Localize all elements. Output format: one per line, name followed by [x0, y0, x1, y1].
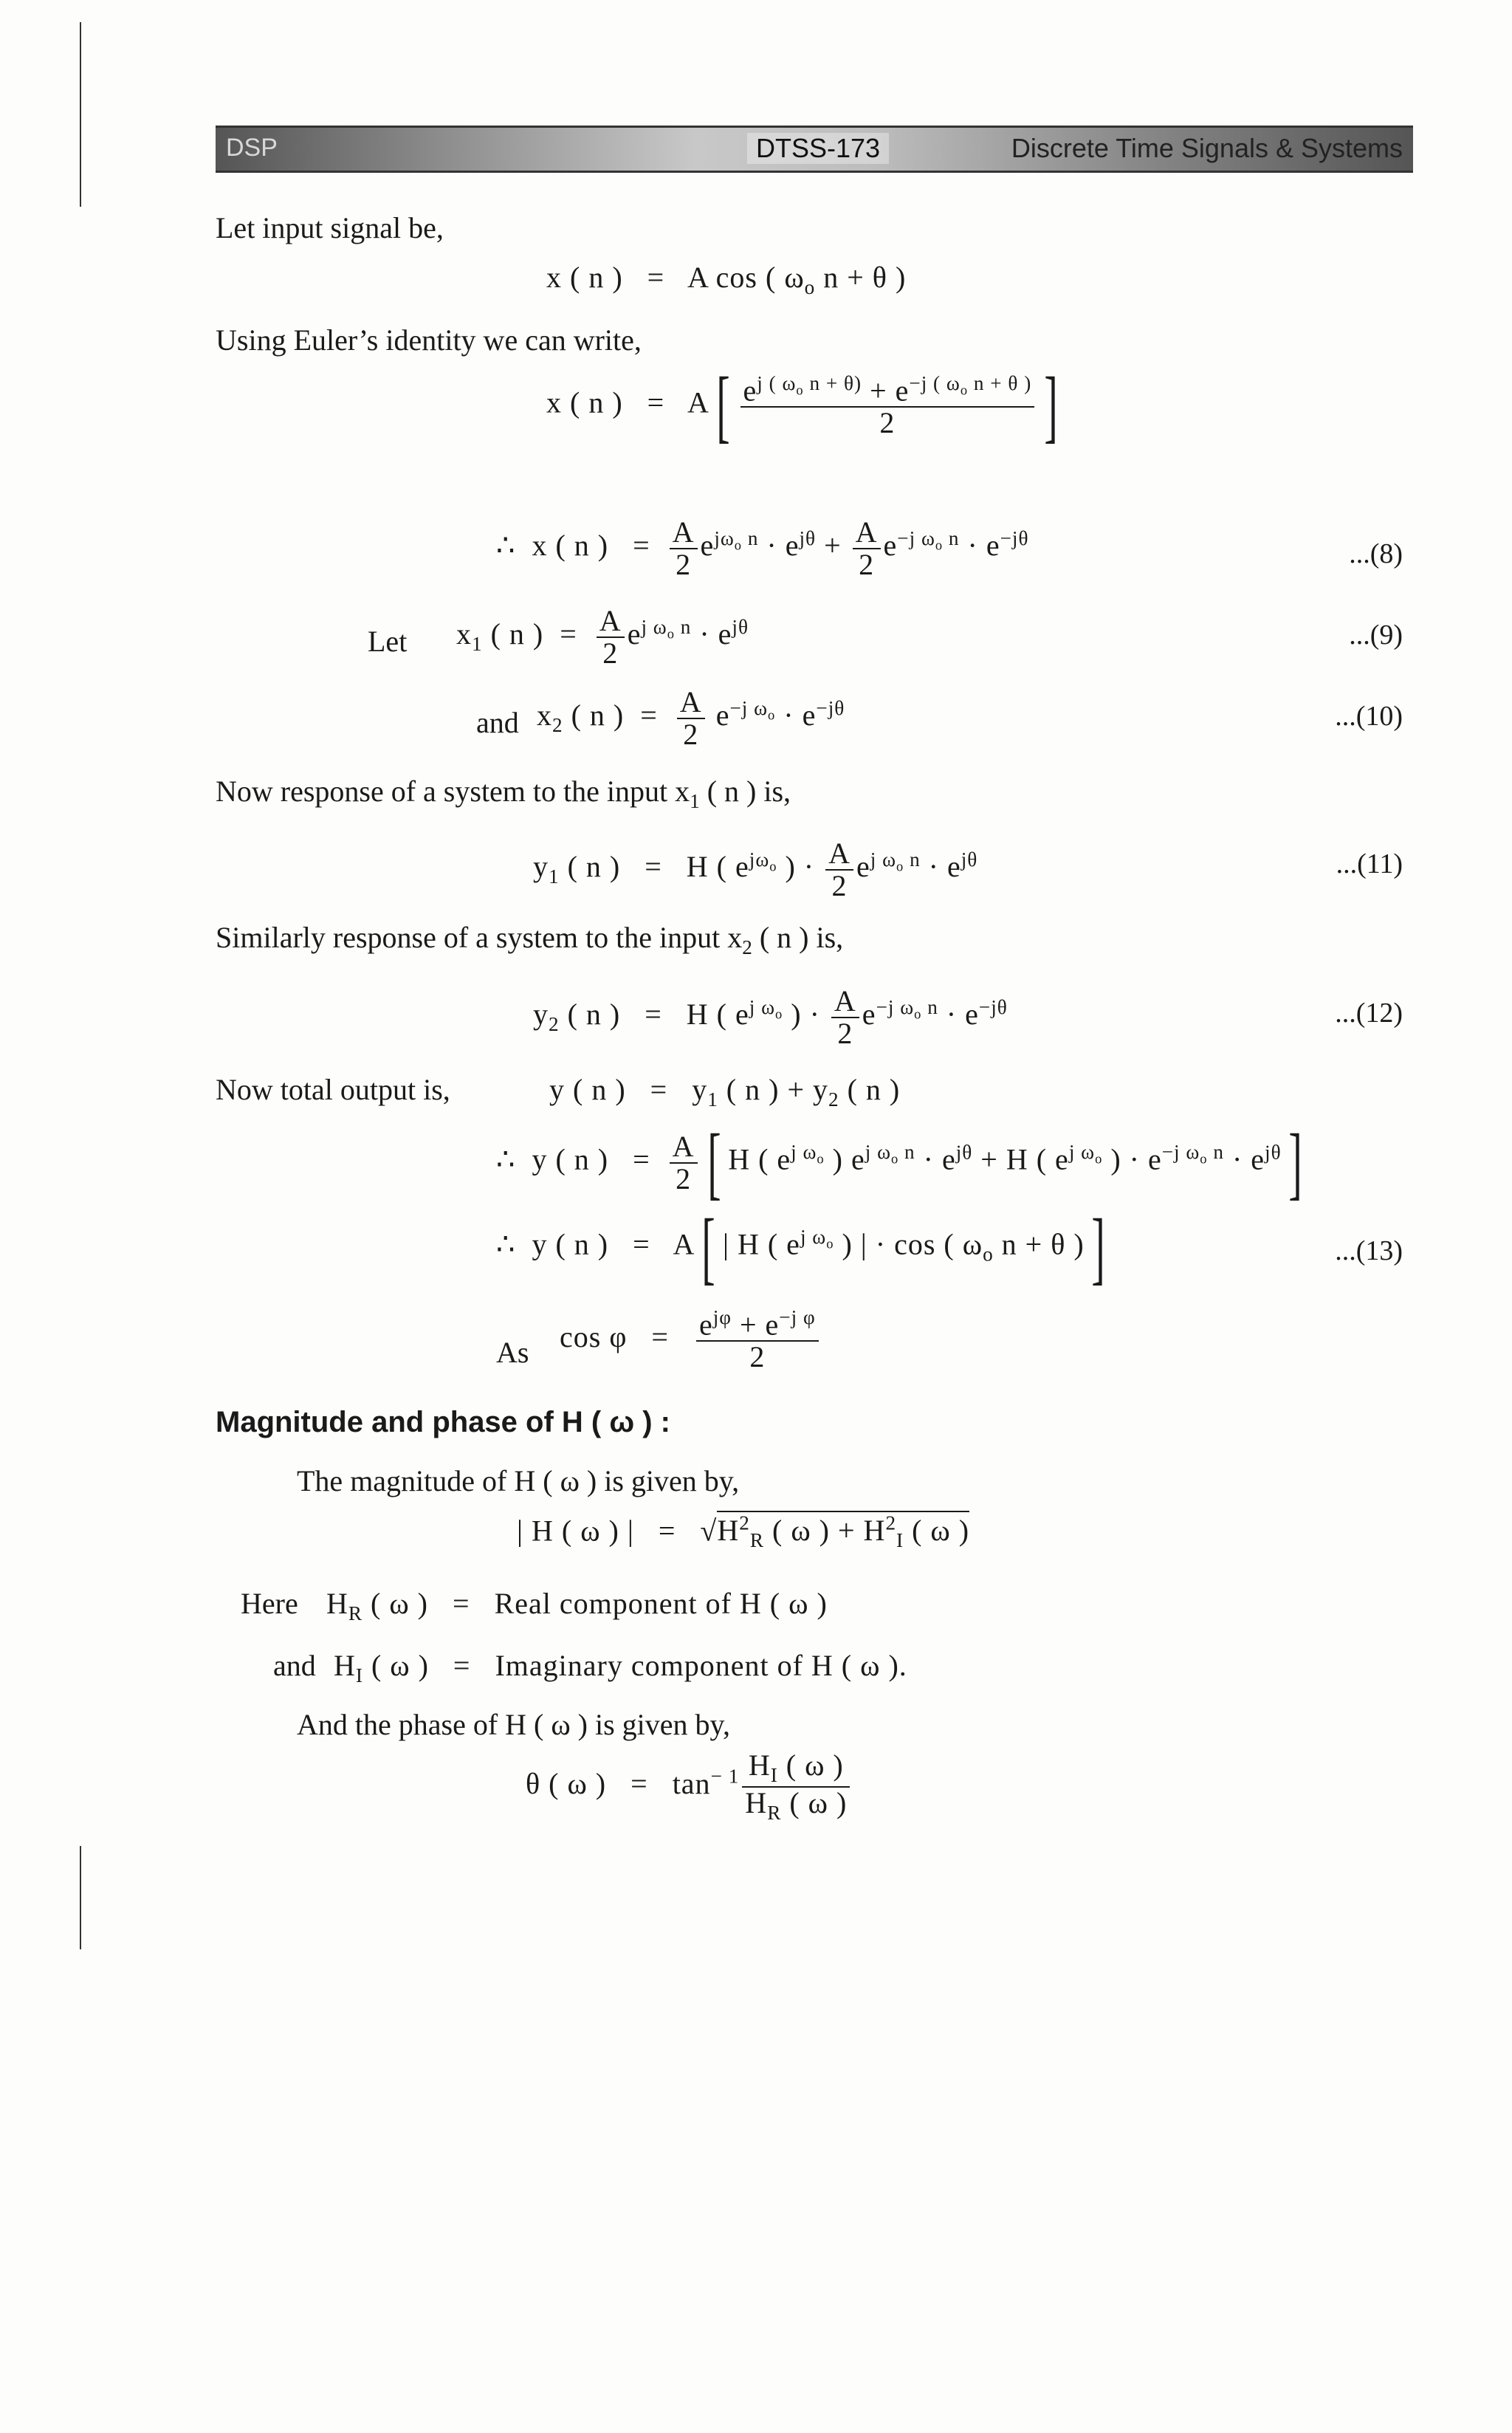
section-heading: Magnitude and phase of H ( ω ) : — [216, 1406, 670, 1438]
response-x1-text: Now response of a system to the input $x_1$ ( n ) is, — [216, 775, 791, 812]
response-x2-text: Similarly response of a system to the input $x_2$ ( n ) is, — [216, 921, 844, 958]
total-output-text: Now total output is, — [216, 1073, 450, 1106]
response-x1-label: Now response of a system to the input x — [216, 775, 690, 808]
and-label: and — [476, 706, 519, 739]
header-chapter-title: Discrete Time Signals & Systems — [1011, 133, 1403, 163]
equation-input-signal: x ( n ) = A cos ( $\omega_o$ n + θ ) — [546, 261, 907, 298]
page-header — [216, 126, 1413, 173]
response-x2-label: Similarly response of a system to the input x — [216, 921, 743, 954]
equation-cos-phi: cos φ = $\frac{e^{j\varphi} + e^{-j \varphi}}{2}$ — [560, 1307, 822, 1373]
let-label: Let — [368, 625, 408, 658]
equation-13: ∴ y ( n ) = A[ | H ( $e^{j \omega_o}$ ) | · cos ( $\omega_o$ n + θ )] — [496, 1202, 1105, 1292]
equation-10: $x_2$ ( n ) = $\frac{A}{2}$ $e^{-j \omega_o} \cdot e^{-j\theta}$ — [537, 685, 845, 751]
and2-label: and — [273, 1649, 316, 1682]
equation-number-10: ...(10) — [1335, 701, 1403, 732]
euler-text: Using Euler’s identity we can write, — [216, 323, 642, 357]
response-x1-tail: ( n ) is, — [707, 775, 791, 808]
equation-euler-form: x ( n ) = A[ $\frac{e^{j ( \omega_o n + \theta)} + e^{-j ( \omega_o n + \theta )}}{2}$ ] — [546, 360, 1059, 450]
binding-margin-line — [80, 22, 81, 207]
as-label: As — [496, 1336, 529, 1369]
equation-imag-component: $H_I$ ( ω ) = Imaginary component of H ( ω ). — [334, 1649, 907, 1686]
header-subject: DSP — [226, 134, 278, 162]
equation-number-8: ...(8) — [1349, 538, 1403, 569]
equation-11: $y_1$ ( n ) = H ( $e^{j\omega_o}$ ) · $\frac{A}{2}$ $e^{j \omega_o n} \cdot e^{j\theta}$ — [533, 837, 978, 902]
here-label: Here — [241, 1587, 298, 1620]
response-x2-tail: ( n ) is, — [759, 921, 844, 954]
equation-number-12: ...(12) — [1335, 998, 1403, 1029]
equation-number-9: ...(9) — [1349, 620, 1403, 651]
equation-9: $x_1$ ( n ) = $\frac{A}{2}$ $e^{j \omega_o n} \cdot e^{j\theta}$ — [456, 604, 749, 670]
equation-8: ∴ x ( n ) = $\frac{A}{2}$ $e^{j\omega_o n} \cdot e^{j\theta}$ + $\frac{A}{2}$ $e^{-j \omega_o n} \cdot e^{-j\theta}$ — [496, 515, 1029, 581]
header-page-code: DTSS-173 — [747, 133, 889, 164]
equation-magnitude: | H ( ω ) | = $√H^2_R$ ( ω ) + $H^2_I$ ( ω ) — [517, 1512, 970, 1552]
equation-phase: θ ( ω ) = $\tan^{- 1}$ $\frac{H_I ( \omega )}{H_R ( \omega )}$ — [526, 1750, 853, 1823]
equation-total-output: y ( n ) = $y_1$ ( n ) + $y_2$ ( n ) — [549, 1073, 901, 1111]
equation-number-11: ...(11) — [1336, 848, 1403, 879]
equation-total-expanded: ∴ y ( n ) = $\frac{A}{2}$ [ H ( $e^{j \omega_o}$ ) $e^{j \omega_o n} \cdot e^{j\theta} + H$ ( $e^{j \omega_o}$ ) · $e^{-j \omega_o n} \cdot e^{j\theta}$] — [496, 1117, 1302, 1207]
intro-text: Let input signal be, — [216, 211, 444, 244]
equation-number-13: ...(13) — [1335, 1235, 1403, 1266]
equation-12: $y_2$ ( n ) = H ( $e^{j \omega_o}$ ) · $\frac{A}{2}$ $e^{-j \omega_o n} \cdot e^{-j\theta}$ — [533, 984, 1008, 1050]
real-component-text: Real component of H ( ω ) — [494, 1587, 828, 1620]
binding-margin-line — [80, 1846, 81, 1949]
imag-component-text: Imaginary component of H ( ω ). — [495, 1649, 907, 1682]
phase-given-text: And the phase of H ( ω ) is given by, — [297, 1708, 730, 1741]
equation-real-component: $H_R$ ( ω ) = Real component of H ( ω ) — [326, 1587, 828, 1624]
magnitude-given-text: The magnitude of H ( ω ) is given by, — [297, 1464, 740, 1497]
